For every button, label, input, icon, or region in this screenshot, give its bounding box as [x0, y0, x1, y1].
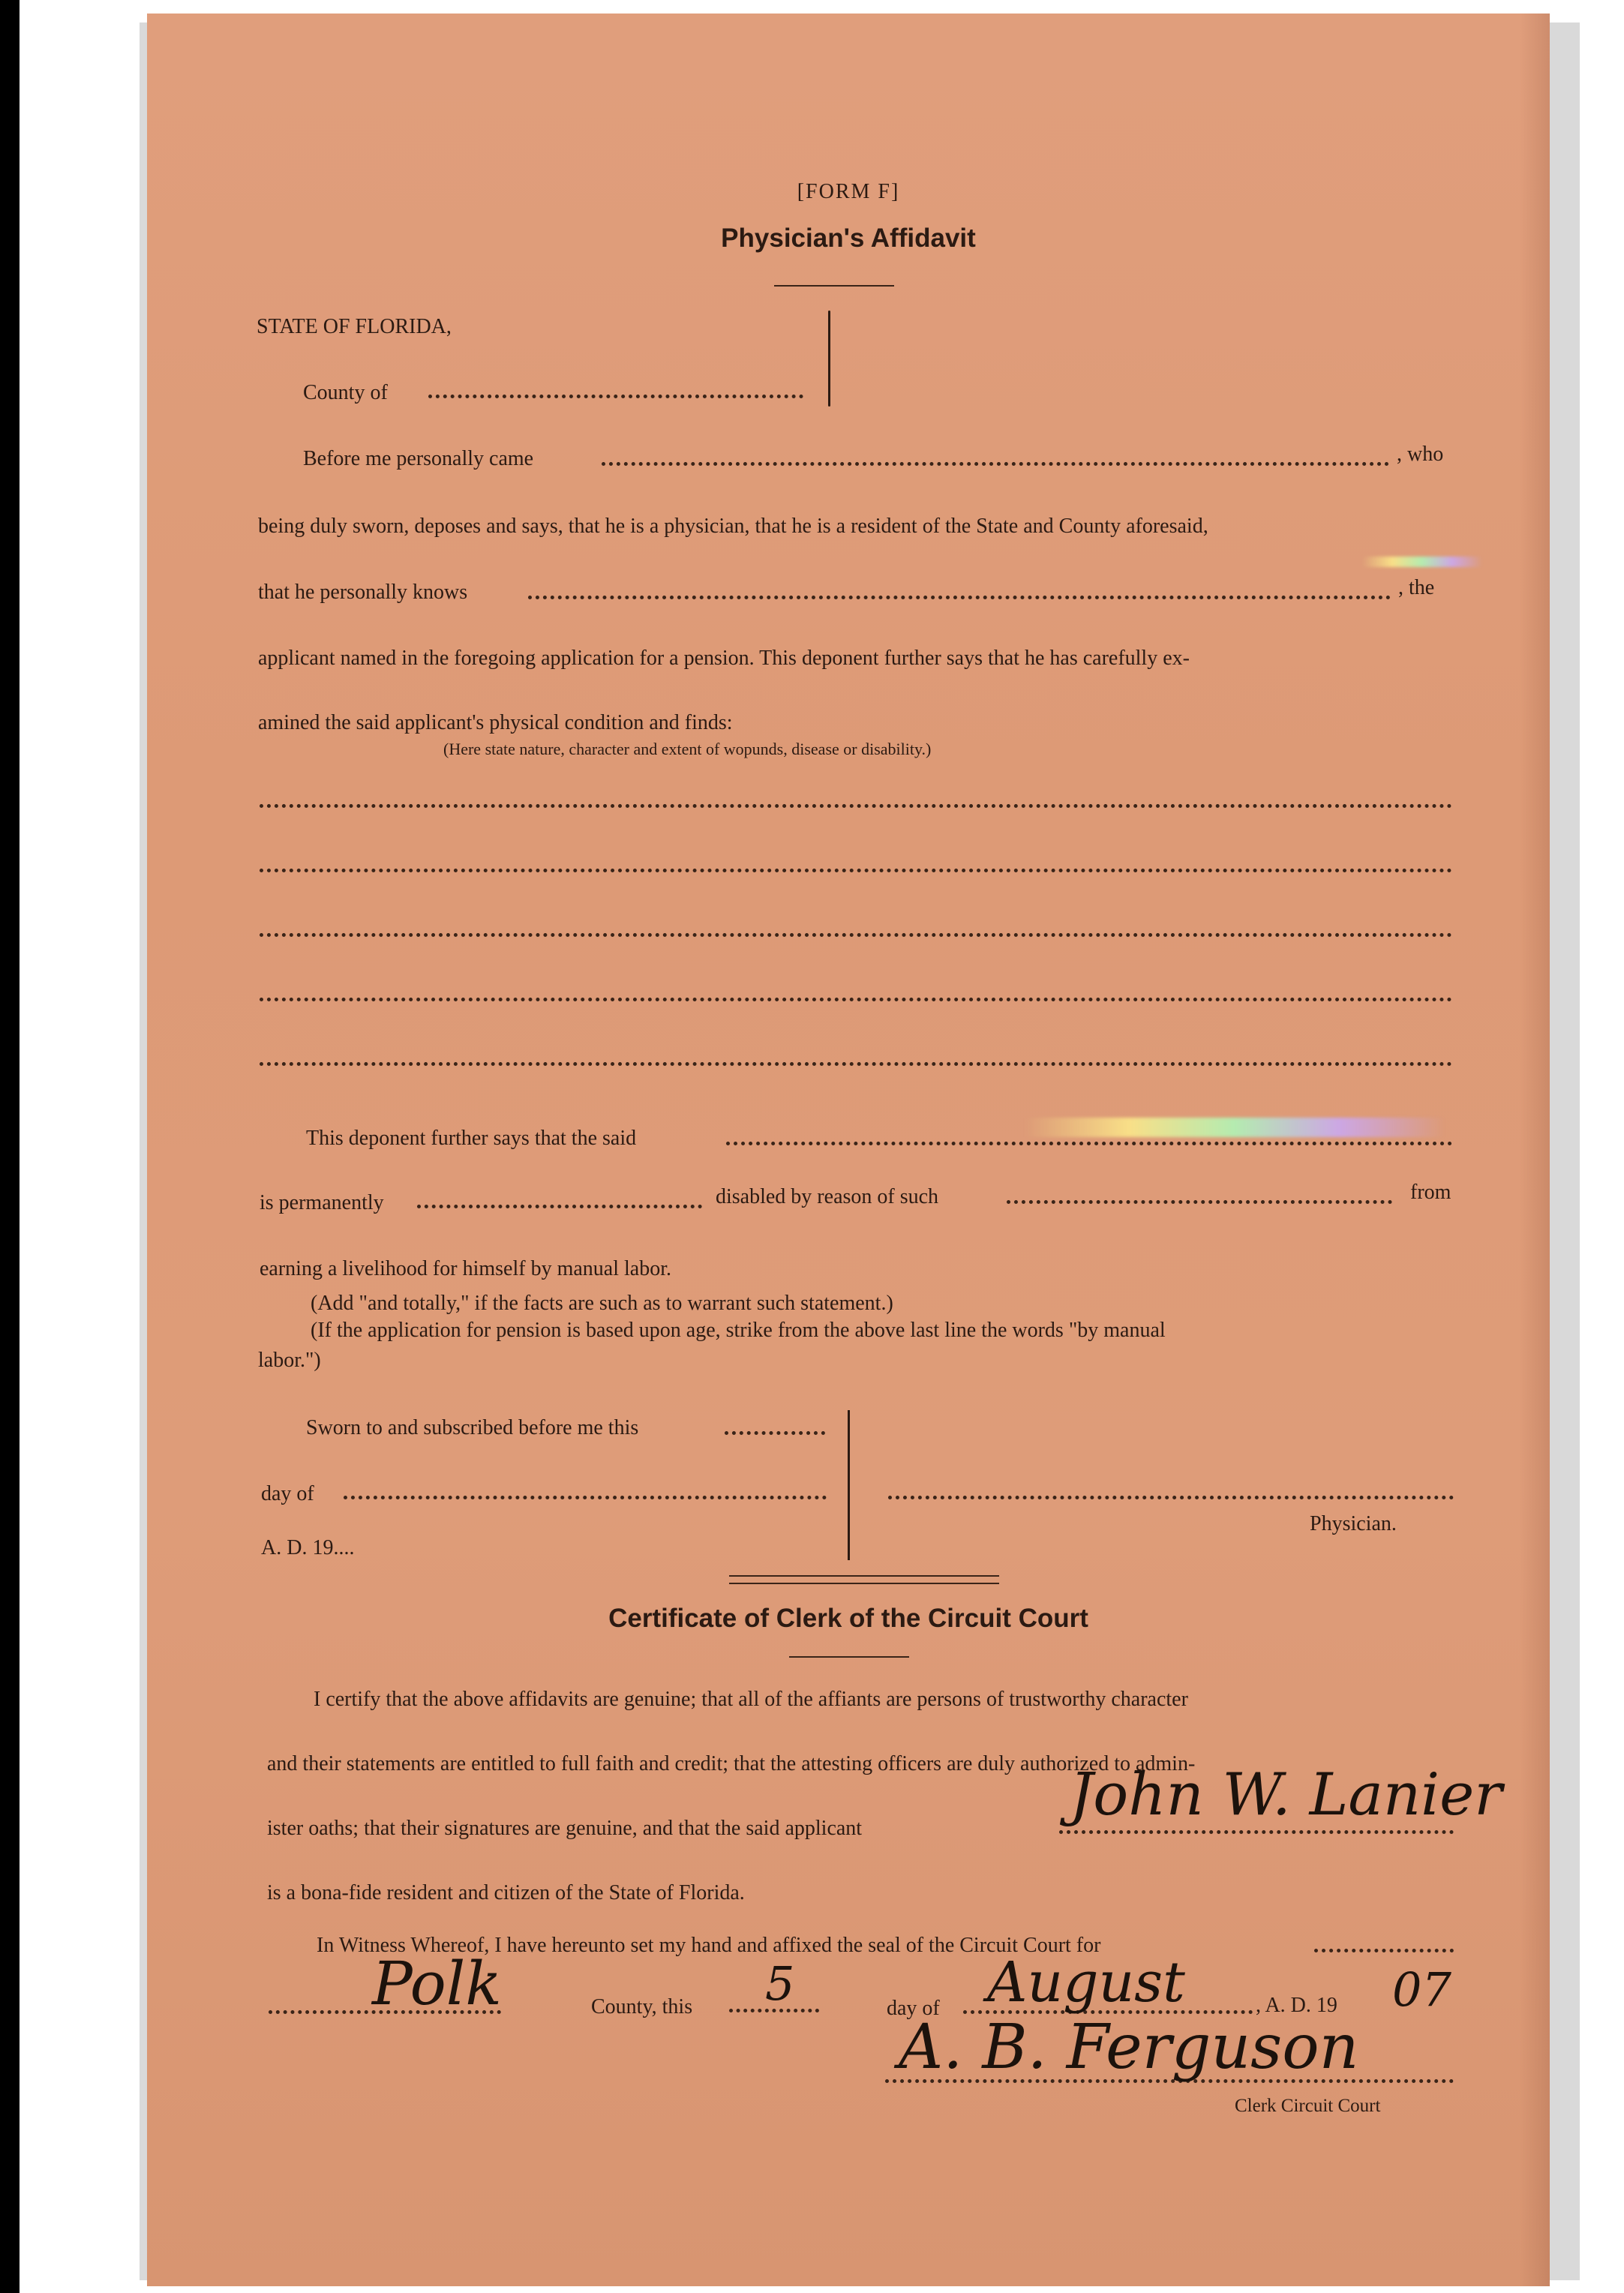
knows-label: that he personally knows — [258, 581, 468, 604]
state-nature-note: (Here state nature, character and extent of wopunds, disease or disability.) — [443, 740, 932, 758]
document-page — [147, 14, 1550, 2286]
the-text: , the — [1398, 576, 1435, 599]
disabled-label: disabled by reason of such — [716, 1185, 939, 1208]
state-brace — [828, 311, 830, 407]
page-title: Physician's Affidavit — [721, 224, 976, 253]
amined-line: amined the said applicant's physical condition and finds: — [258, 711, 733, 734]
scanner-left-edge — [0, 0, 20, 2293]
county-blank — [428, 395, 803, 398]
age-note-end: labor.") — [258, 1349, 321, 1372]
finding-blank-5 — [260, 1062, 1452, 1066]
finding-blank-3 — [260, 933, 1452, 937]
physician-signature-blank — [888, 1496, 1454, 1499]
sworn-label: Sworn to and subscribed before me this — [306, 1416, 639, 1439]
certificate-title: Certificate of Clerk of the Circuit Court — [608, 1604, 1088, 1633]
applicant-name-handwriting: John W. Lanier — [1070, 1761, 1502, 1829]
title-rule — [774, 285, 894, 287]
further-label: This deponent further says that the said — [306, 1127, 637, 1150]
finding-blank-4 — [260, 998, 1452, 1001]
perm-blank-2 — [1007, 1200, 1392, 1204]
who-text: , who — [1397, 443, 1444, 466]
physician-label: Physician. — [1310, 1512, 1397, 1535]
sworn-day-blank — [725, 1431, 825, 1435]
certificate-rule — [789, 1656, 909, 1658]
sworn-line: being duly sworn, deposes and says, that he is a physician, that he is a resident of the State and County aforesaid, — [258, 515, 1208, 538]
certificate-line-4: is a bona-fide resident and citizen of the State of Florida. — [267, 1881, 745, 1904]
add-note: (Add "and totally," if the facts are such as to warrant such statement.) — [311, 1292, 893, 1315]
reflection-glare — [1362, 557, 1482, 567]
form-label: [FORM F] — [797, 180, 900, 203]
ad-year-label: , A. D. 19 — [1256, 1994, 1337, 2017]
day-of-label: day of — [261, 1482, 314, 1505]
divider-top — [729, 1575, 999, 1577]
ad-label: A. D. 19.... — [261, 1536, 355, 1559]
clerk-signature: A. B. Ferguson — [899, 2012, 1359, 2083]
page-edge-shadow — [1520, 14, 1550, 2286]
finding-blank-1 — [260, 804, 1452, 808]
sworn-brace — [848, 1410, 850, 1560]
court-blank — [1314, 1949, 1454, 1952]
certificate-line-3: ister oaths; that their signatures are genuine, and that the said applicant — [267, 1817, 863, 1840]
applicant-name-blank — [1059, 1830, 1454, 1834]
county-this-label: County, this — [591, 1995, 693, 2018]
county-handwriting: Polk — [372, 1949, 502, 2018]
perm-blank-1 — [417, 1205, 702, 1208]
certificate-line-5: In Witness Whereof, I have hereunto set my hand and affixed the seal of the Circuit Court for — [317, 1934, 1101, 1957]
county-label: County of — [303, 381, 388, 404]
perm-label: is permanently — [260, 1191, 384, 1214]
knows-blank — [528, 596, 1391, 599]
divider-bottom — [729, 1583, 999, 1584]
applicant-line: applicant named in the foregoing application for a pension. This deponent further says that he has carefully ex- — [258, 647, 1190, 670]
clerk-label: Clerk Circuit Court — [1235, 2096, 1381, 2116]
earning-line: earning a livelihood for himself by manual labor. — [260, 1257, 671, 1280]
age-note: (If the application for pension is based upon age, strike from the above last line the words "by manual — [311, 1319, 1166, 1342]
month-handwriting: August — [987, 1950, 1185, 2015]
year-handwriting: 07 — [1392, 1962, 1451, 2017]
reflection-glare — [1025, 1118, 1445, 1137]
day-of-word: day of — [887, 1997, 940, 2020]
from-text: from — [1410, 1181, 1451, 1204]
state-label: STATE OF FLORIDA, — [257, 315, 452, 338]
certificate-line-1: I certify that the above affidavits are genuine; that all of the affiants are persons of trustworthy character — [314, 1688, 1188, 1711]
came-label: Before me personally came — [303, 447, 534, 470]
certificate-line-2: and their statements are entitled to full faith and credit; that the attesting officers are duly authorized to admin- — [267, 1752, 1196, 1775]
came-blank — [602, 462, 1389, 466]
day-handwriting: 5 — [765, 1956, 795, 2011]
finding-blank-2 — [260, 869, 1452, 872]
further-blank — [726, 1142, 1452, 1145]
day-of-blank — [344, 1496, 827, 1499]
